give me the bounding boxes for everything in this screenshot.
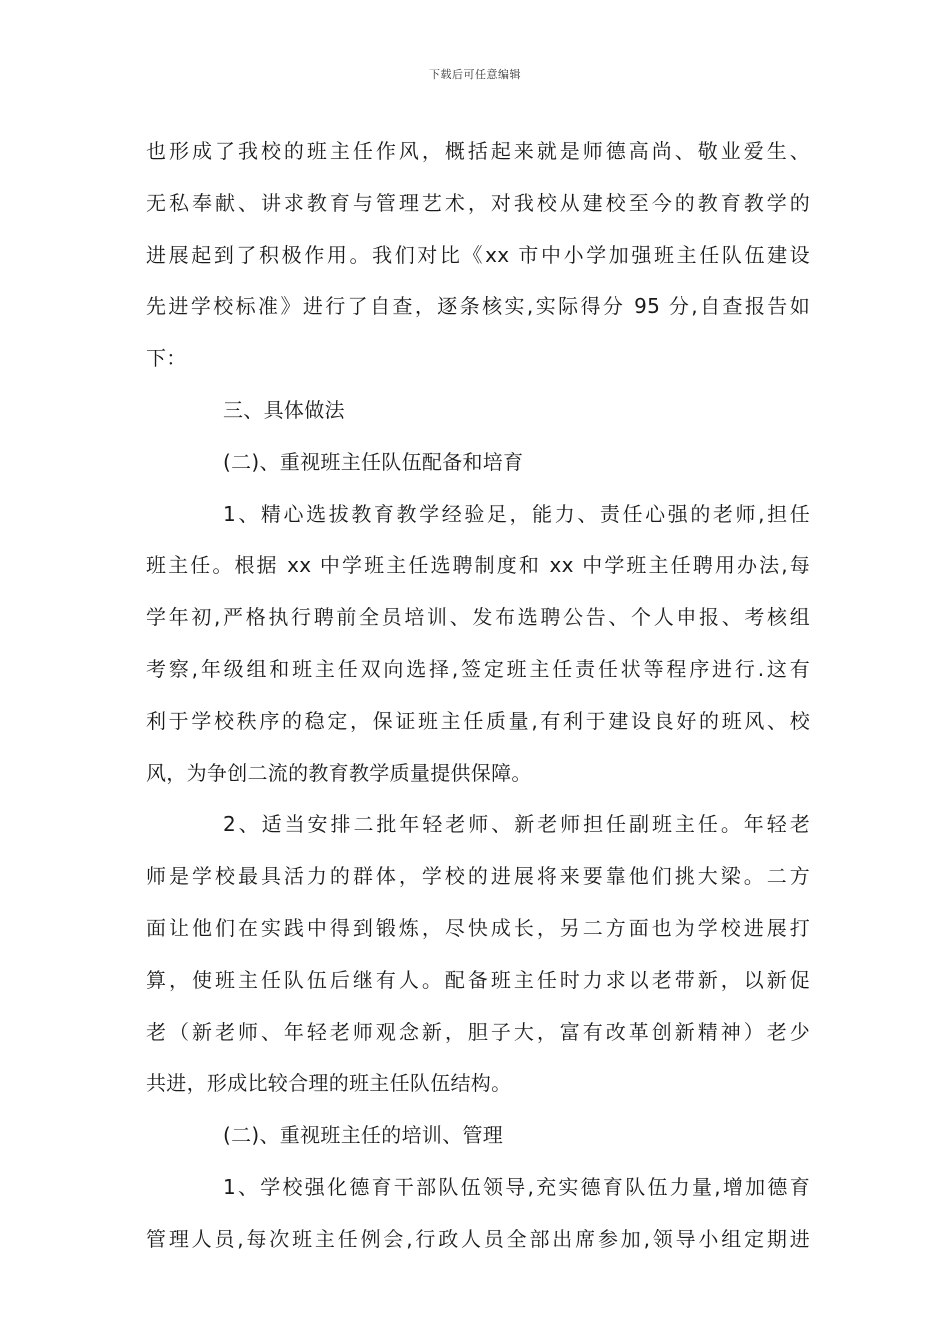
text-line: 面让他们在实践中得到锻炼，尽快成长，另二方面也为学校进展打 <box>146 915 810 940</box>
text-line: 师是学校最具活力的群体，学校的进展将来要靠他们挑大梁。二方 <box>146 864 810 889</box>
text-line: 也形成了我校的班主任作风，概括起来就是师德高尚、敬业爱生、 <box>146 139 810 163</box>
paragraph-start: 1、精心选拔教育教学经验足，能力、责任心强的老师,担任 <box>223 501 810 526</box>
subsection-heading: (二)、重视班主任队伍配备和培育 <box>223 449 524 474</box>
text-line: 考察,年级组和班主任双向选择,签定班主任责任状等程序进行.这有 <box>146 656 810 681</box>
subsection-heading: (二)、重视班主任的培训、管理 <box>223 1123 504 1148</box>
text-line: 共进，形成比较合理的班主任队伍结构。 <box>146 1071 512 1096</box>
text-line: 老（新老师、年轻老师观念新，胆子大，富有改革创新精神）老少 <box>146 1019 810 1044</box>
text-line: 班主任。根据 xx 中学班主任选聘制度和 xx 中学班主任聘用办法,每 <box>146 553 810 578</box>
paragraph-start: 2、适当安排二批年轻老师、新老师担任副班主任。年轻老 <box>223 812 810 837</box>
text-line: 进展起到了积极作用。我们对比《xx 市中小学加强班主任队伍建设 <box>146 242 810 267</box>
text-line: 利于学校秩序的稳定，保证班主任质量,有利于建设良好的班风、校 <box>146 708 810 733</box>
text-line: 算，使班主任队伍后继有人。配备班主任时力求以老带新，以新促 <box>146 967 810 992</box>
section-heading: 三、具体做法 <box>223 397 345 422</box>
text-line: 无私奉献、讲求教育与管理艺术，对我校从建校至今的教育教学的 <box>146 190 810 215</box>
paragraph-start: 1、学校强化德育干部队伍领导,充实德育队伍力量,增加德育 <box>223 1174 810 1199</box>
text-line: 管理人员,每次班主任例会,行政人员全部出席参加,领导小组定期进 <box>146 1226 810 1251</box>
text-line: 学年初,严格执行聘前全员培训、发布选聘公告、个人申报、考核组 <box>146 605 810 630</box>
text-line: 下： <box>146 346 187 371</box>
text-line: 风，为争创二流的教育教学质量提供保障。 <box>146 760 532 785</box>
document-body <box>146 126 810 1266</box>
text-line: 先进学校标准》进行了自查，逐条核实,实际得分 95 分,自查报告如 <box>146 294 810 319</box>
page-header: 下载后可任意编辑 <box>429 68 521 81</box>
